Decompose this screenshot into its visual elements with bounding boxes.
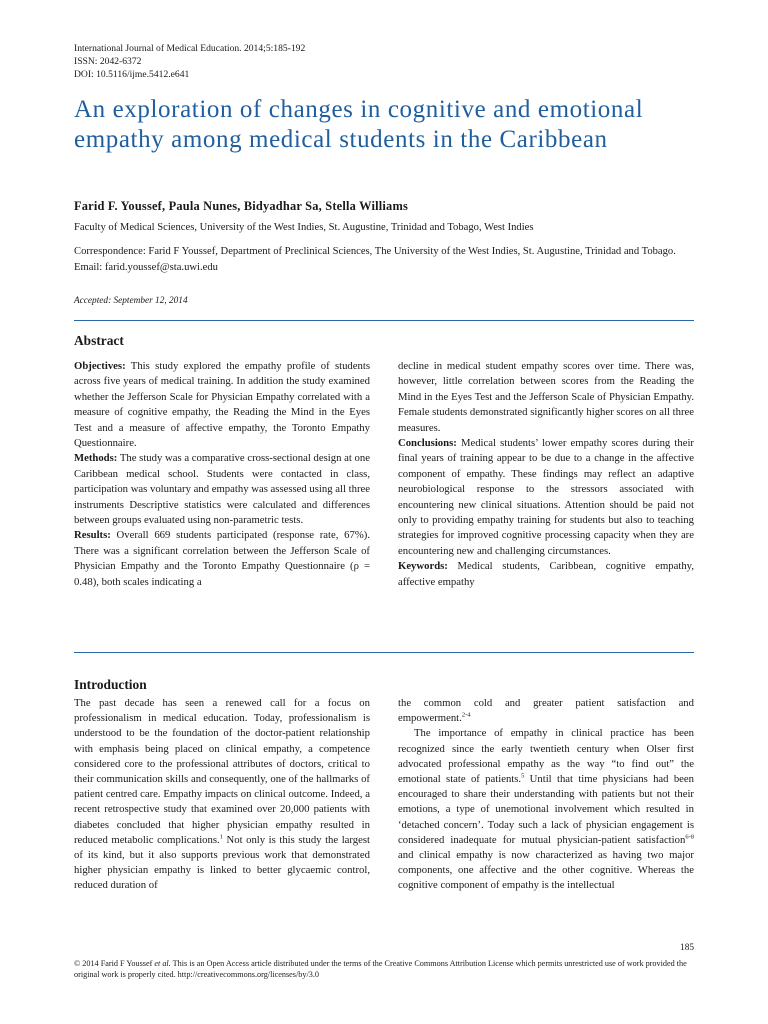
author-list: Farid F. Youssef, Paula Nunes, Bidyadhar Sa, Stella Williams: [74, 199, 408, 213]
methods-text: The study was a comparative cross-sectional design at one Caribbean medical school. Students were contacted in class, participation was voluntary and empathy was assessed using all three instruments Descriptive statistics were calculated and differences between groups evaluated using non-parametric tests.: [74, 452, 370, 527]
intro-text: Not only is this study the largest of its kind, but it also supports previous work that demonstrated higher physician empathy is linked to better glycaemic control, reduced duration of: [74, 833, 370, 892]
intro-paragraph-1-continued: [398, 696, 694, 726]
intro-right-column: [398, 696, 694, 894]
abstract-objectives: [74, 359, 370, 451]
results-text: Overall 669 students participated (response rate, 67%). There was a significant correlation between the Jefferson Scale of Physician Empathy and the Toronto Empathy Questionnaire (ρ = 0.48), both scales indicating a: [74, 529, 370, 588]
intro-left-column: [74, 696, 370, 894]
keywords-label: Keywords:: [398, 560, 448, 573]
footer-etal: et al.: [154, 959, 171, 968]
objectives-label: Objectives:: [74, 360, 126, 372]
divider: [74, 320, 694, 321]
article-title: An exploration of changes in cognitive and emotional empathy among medical students in the Caribbean: [74, 96, 644, 153]
intro-paragraph-1: [74, 696, 370, 894]
abstract-results-continued: decline in medical student empathy scores over time. There was, however, little correlation between scores from the Reading the Mind in the Eyes Test and the Jefferson Scale of Physician Empathy. Female students demonstrated significantly higher scores on all three measures.: [398, 360, 694, 434]
reference-marker[interactable]: 1: [219, 833, 223, 841]
journal-citation: International Journal of Medical Education. 2014;5:185-192: [74, 43, 306, 54]
intro-text: Until that time physicians had been encouraged to share their understanding with patients but not their emotions, a type of unemotional involvement which resulted in ‘detached concern’. Today such a lack of physician engagement is considered inadequate for mutual physician-patient satisfaction: [398, 773, 694, 846]
affiliation: Faculty of Medical Sciences, University of the West Indies, St. Augustine, Trinidad and Tobago, West Indies: [74, 222, 534, 233]
issn: ISSN: 2042-6372: [74, 55, 142, 67]
intro-text: the common cold and greater patient satisfaction and empowerment.: [398, 697, 694, 725]
conclusions-label: Conclusions:: [398, 437, 457, 450]
license-footer: [74, 958, 694, 981]
keywords-text: Medical students, Caribbean, cognitive empathy, affective empathy: [398, 560, 694, 588]
footer-text: © 2014 Farid F Youssef: [74, 959, 155, 968]
reference-marker[interactable]: 5: [521, 772, 525, 780]
intro-paragraph-2: [398, 726, 694, 893]
intro-text: The past decade has seen a renewed call for a focus on professionalism in medical education. Today, professionalism is understood to be the foundation of the doctor-patient relationship with emphasis being placed on clinical empathy, a competence considered core to the professional attributes of doctors, critical to their communication skills and consequently, one of the hallmarks of patient centred care. Empathy impacts on clinical outcome. Indeed, a recent retrospective study that examined over 20,000 patients with diabetes concluded that higher physician empathy resulted in reduced metabolic complications.: [74, 697, 370, 846]
intro-text: and clinical empathy is now characterized as having two major components, one affective and the other cognitive. Whereas the cognitive component of empathy is the intellectual: [398, 849, 694, 892]
accepted-date: Accepted: September 12, 2014: [74, 296, 188, 306]
abstract-keywords: [398, 559, 694, 590]
divider: [74, 652, 694, 653]
abstract-left-column: [74, 359, 370, 590]
correspondence: Correspondence: Farid F Youssef, Department of Preclinical Sciences, The University of the West Indies, St. Augustine, Trinidad and Tobago. Email: farid.youssef@sta.uwi.edu: [74, 246, 676, 273]
page-number: 185: [680, 943, 694, 953]
reference-marker[interactable]: 2-4: [461, 711, 471, 719]
intro-text: The importance of empathy in clinical practice has been recognized since the early twentieth century when Olser first advocated professional empathy as the way “to find out” the emotional state of patients.: [398, 727, 694, 786]
abstract-right-column: [398, 359, 694, 590]
methods-label: Methods:: [74, 452, 118, 465]
journal-meta: [74, 43, 305, 81]
abstract-heading: Abstract: [74, 333, 124, 348]
introduction-heading: Introduction: [74, 677, 147, 692]
conclusions-text: Medical students’ lower empathy scores during their final years of training appear to be due to a change in the affective component of empathy. These findings may reflect an adaptive neurobiological response to the stressors associated with encountering new clinical situations. Attention should be paid not only to providing empathy training for students but also to teaching strategies for improved cognitive processing capacity when they are encountering new and challenging circumstances.: [398, 437, 694, 557]
objectives-text: This study explored the empathy profile of students across five years of medical training. In addition the study examined whether the Jefferson Scale for Physician Empathy correlated with a measure of cognitive empathy, the Reading the Mind in the Eyes Test and a measure of affective empathy, the Toronto Empathy Questionnaire.: [74, 360, 370, 450]
abstract-conclusions: [398, 436, 694, 559]
reference-marker[interactable]: 6-8: [685, 833, 694, 841]
abstract-results: [74, 528, 370, 590]
abstract-methods: [74, 451, 370, 528]
footer-text: This is an Open Access article distributed under the terms of the Creative Commons Attribution License which permits unrestricted use of work provided the original work is properly cited. http://creativecommons.org/licenses/by/3.0: [74, 959, 687, 980]
doi[interactable]: DOI: 10.5116/ijme.5412.e641: [74, 68, 190, 80]
results-label: Results:: [74, 529, 111, 542]
